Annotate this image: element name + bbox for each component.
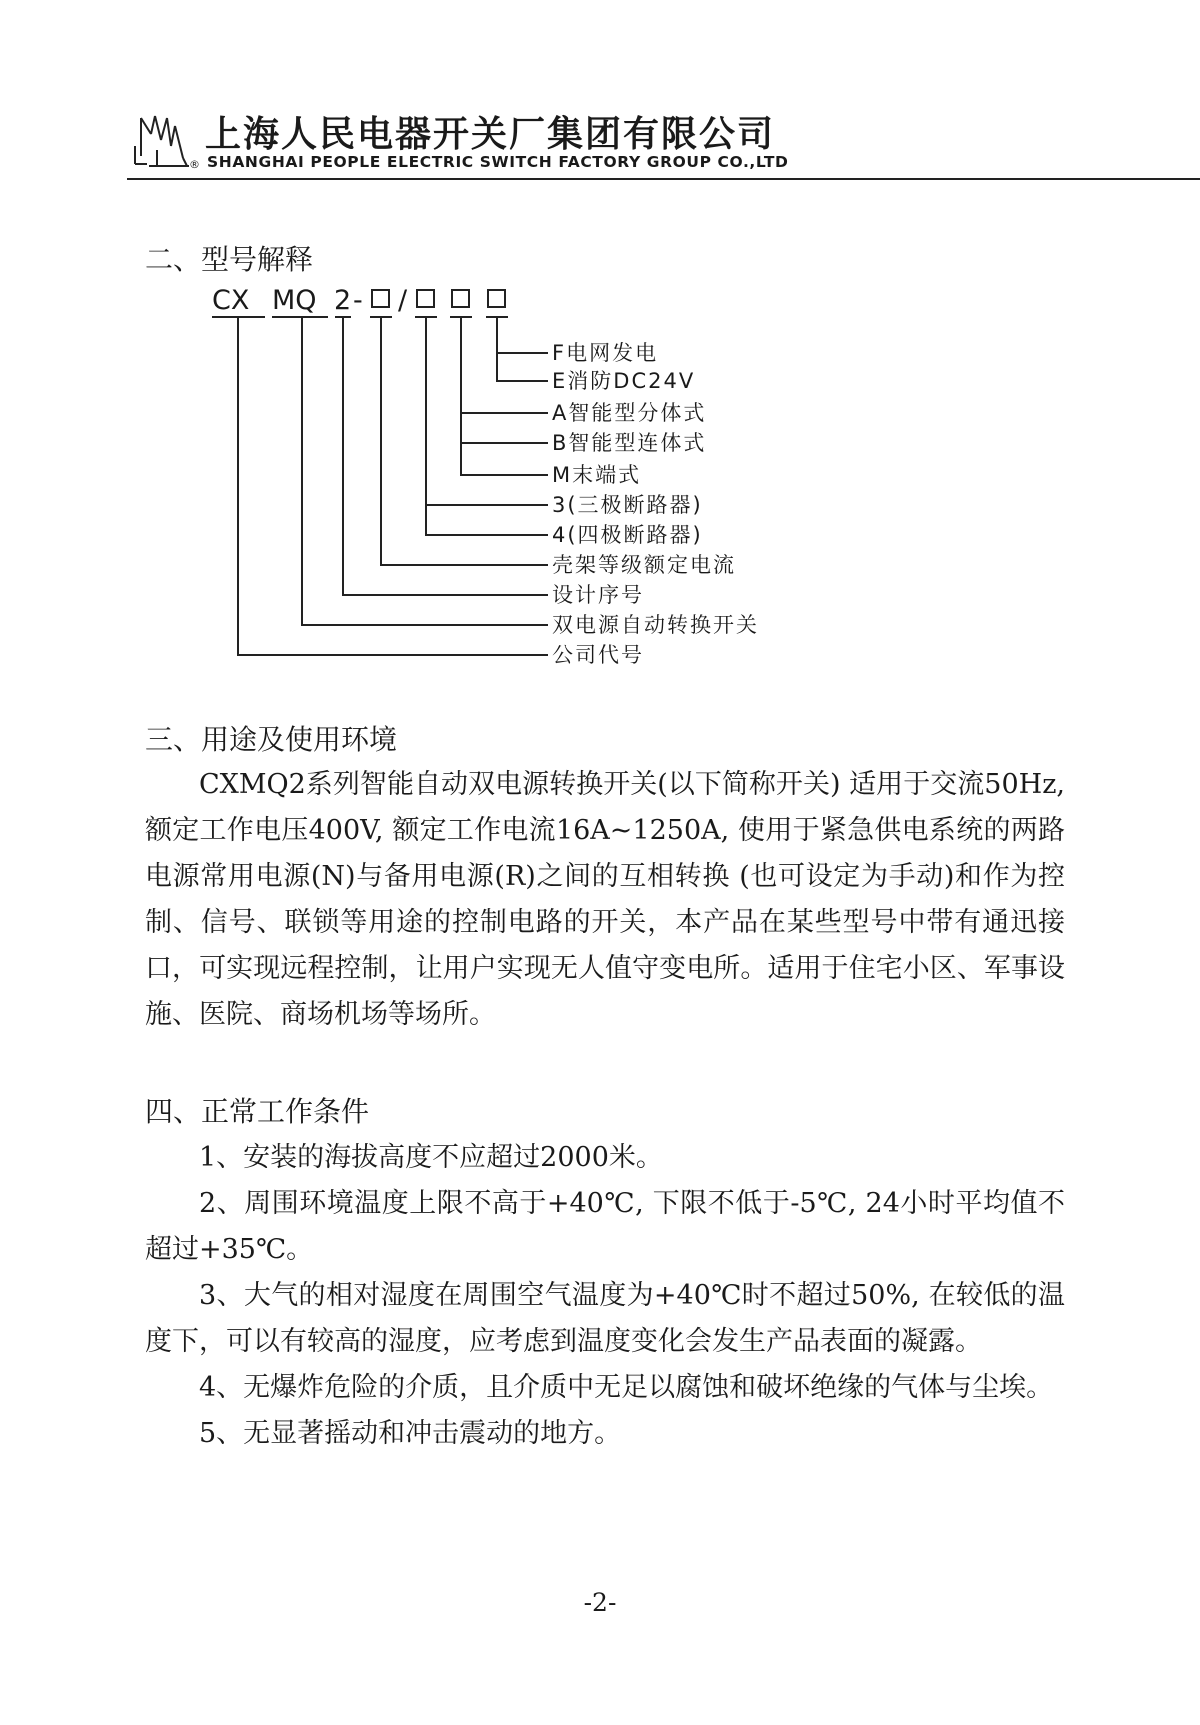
model-code-box-poles [416,289,435,308]
model-code-design: 2 [334,285,352,316]
diagram-label-4pole: 4(四极断路器) [552,523,703,547]
diagram-label-e: E消防DC24V [552,369,696,393]
condition-item: 2、周围环境温度上限不高于+40℃, 下限不低于-5℃, 24小时平均值不超过+35℃。 [145,1188,1065,1265]
diagram-label-3pole: 3(三极断路器) [552,493,703,517]
company-name-en: SHANGHAI PEOPLE ELECTRIC SWITCH FACTORY GROUP CO.,LTD [207,153,789,171]
diagram-label-a: A智能型分体式 [552,401,707,425]
page-header [127,100,1200,182]
model-code-product: MQ [272,285,317,316]
model-code-company: CX [212,285,250,316]
model-code-diagram [210,285,810,675]
condition-item: 4、无爆炸危险的介质，且介质中无足以腐蚀和破坏绝缘的气体与尘埃。 [199,1372,1054,1403]
diagram-label-ats: 双电源自动转换开关 [552,613,759,637]
model-code-box-current [371,289,390,308]
registered-mark: ® [189,158,200,171]
section-title-conditions: 四、正常工作条件 [145,1095,370,1128]
condition-item: 3、大气的相对湿度在周围空气温度为+40℃时不超过50%, 在较低的温度下，可以有较高的湿度，应考虑到温度变化会发生产品表面的凝露。 [145,1280,1065,1357]
diagram-label-m: M末端式 [552,463,642,487]
diagram-label-design-no: 设计序号 [552,583,644,607]
application-text: CXMQ2系列智能自动双电源转换开关(以下简称开关) 适用于交流50Hz, 额定工作电压400V, 额定工作电流16A~1250A, 使用于紧急供电系统的两路电源常用电源(N)与备用电源(R)之间的互相转换 (也可设定为手动)和作为控制、信号、联锁等用途的控制电路的开关，本产品在某些型号中带有通迅接口，可实现远程控制，让用户实现无人值守变电所。适用于住宅小区、军事设施、医院、商场机场等场所。 [145,769,1065,1030]
model-code-slash: / [398,285,408,316]
section-title-model: 二、型号解释 [145,243,314,276]
header-divider [127,178,1200,180]
model-code-box-type [451,289,470,308]
diagram-label-company-code: 公司代号 [552,643,644,667]
diagram-label-f: F电网发电 [552,341,659,365]
conditions-list [145,1135,1065,1457]
condition-item: 1、安装的海拔高度不应超过2000米。 [199,1142,663,1173]
company-name-cn: 上海人民电器开关厂集团有限公司 [205,114,776,155]
application-paragraph [145,762,1065,1038]
section-title-application: 三、用途及使用环境 [145,723,398,756]
condition-item: 5、无显著摇动和冲击震动的地方。 [199,1418,622,1449]
page-number: -2- [583,1588,617,1617]
model-code-box-power [487,289,506,308]
model-code-dash: - [353,285,363,316]
diagram-label-frame-current: 壳架等级额定电流 [552,553,736,577]
diagram-label-b: B智能型连体式 [552,431,707,455]
